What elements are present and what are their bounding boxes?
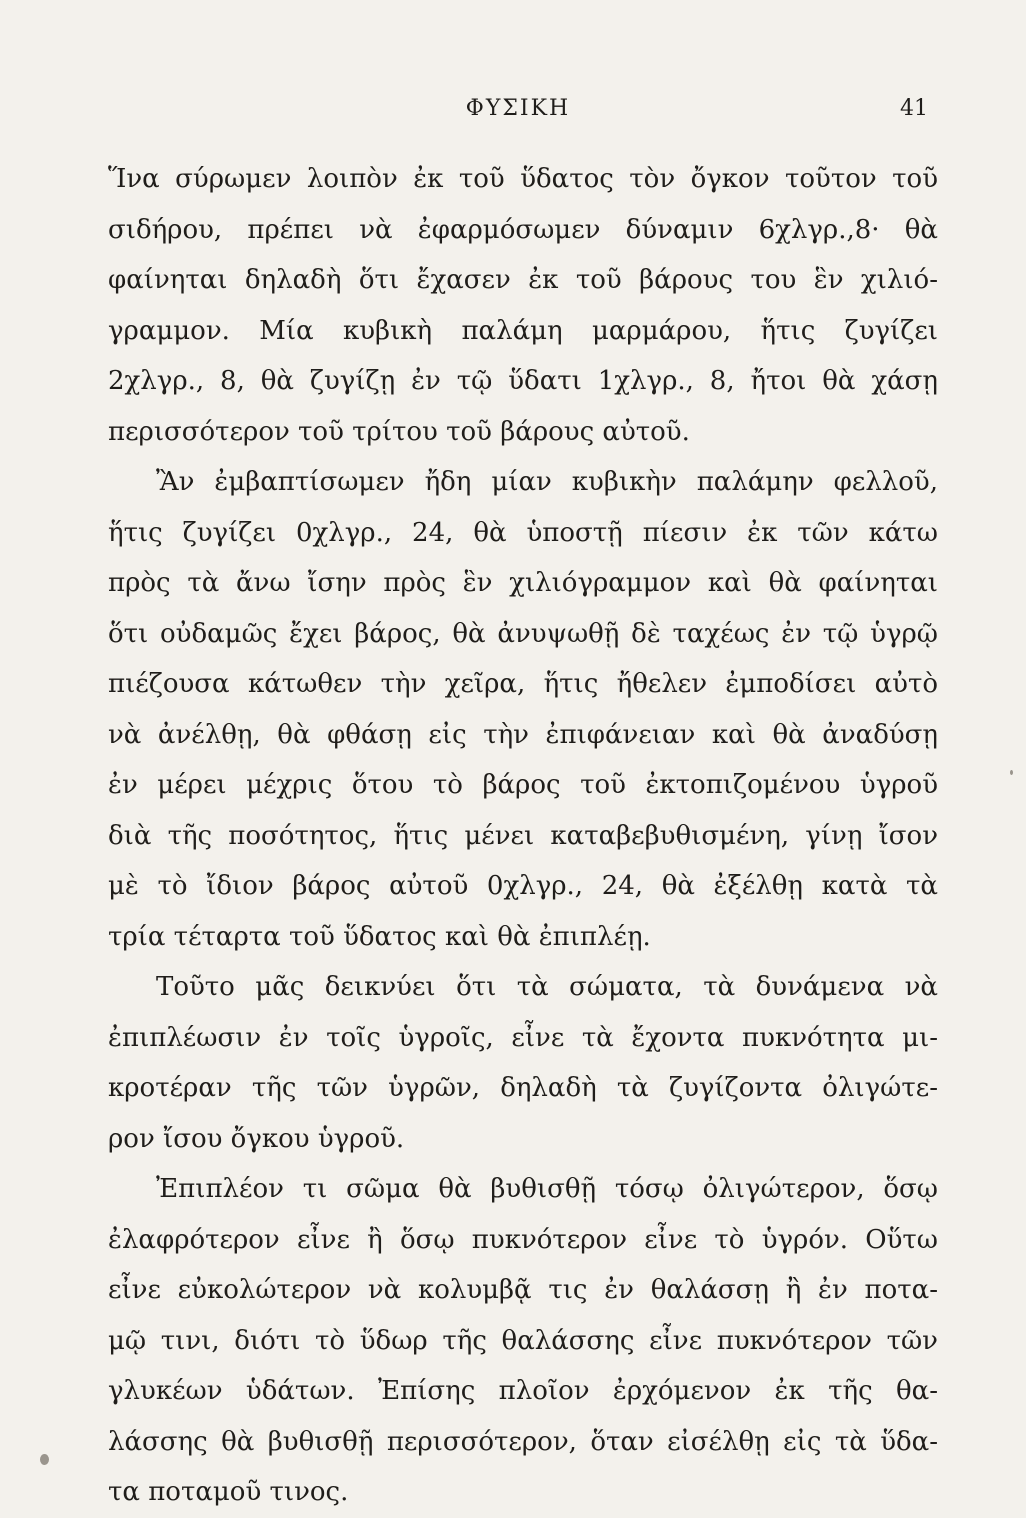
text-line: διὰ τῆς ποσότητος, ἥτις μένει καταβεβυθισμένη, γίνῃ ἴσον xyxy=(108,820,938,851)
text-line: εἶνε εὐκολώτερον νὰ κολυμβᾷ τις ἐν θαλάσσῃ ἢ ἐν ποτα- xyxy=(108,1275,938,1305)
text-line: Ἵνα σύρωμεν λοιπὸν ἐκ τοῦ ὕδατος τὸν ὄγκον τοῦτον τοῦ xyxy=(108,164,938,194)
text-line: νὰ ἀνέλθῃ, θὰ φθάσῃ εἰς τὴν ἐπιφάνειαν καὶ θὰ ἀναδύσῃ xyxy=(108,719,938,750)
text-line: ἐπιπλέωσιν ἐν τοῖς ὑγροῖς, εἶνε τὰ ἔχοντα πυκνότητα μι- xyxy=(108,1022,938,1053)
text-line: φαίνηται δηλαδὴ ὅτι ἔχασεν ἐκ τοῦ βάρους του ἓν χιλιό- xyxy=(108,265,938,295)
body-text xyxy=(108,154,938,1518)
text-line: γλυκέων ὑδάτων. Ἐπίσης πλοῖον ἐρχόμενον ἐκ τῆς θα- xyxy=(108,1376,938,1406)
text-line: Ἂν ἐμβαπτίσωμεν ἤδη μίαν κυβικὴν παλάμην φελλοῦ, xyxy=(156,467,938,497)
text-line: 2χλγρ., 8, θὰ ζυγίζῃ ἐν τῷ ὕδατι 1χλγρ., 8, ἤτοι θὰ χάσῃ xyxy=(108,366,938,396)
text-line: ρον ἴσου ὄγκου ὑγροῦ. xyxy=(108,1123,405,1154)
text-line: Ἐπιπλέον τι σῶμα θὰ βυθισθῇ τόσῳ ὀλιγώτερον, ὅσῳ xyxy=(156,1174,938,1204)
text-line: μὲ τὸ ἴδιον βάρος αὐτοῦ 0χλγρ., 24, θὰ ἐξέλθῃ κατὰ τὰ xyxy=(108,871,938,901)
paper-speck xyxy=(1010,770,1013,775)
text-line: τρία τέταρτα τοῦ ὕδατος καὶ θὰ ἐπιπλέῃ. xyxy=(108,921,651,952)
page-number: 41 xyxy=(900,96,928,121)
text-line: πρὸς τὰ ἄνω ἴσην πρὸς ἓν χιλιόγραμμον καὶ θὰ φαίνηται xyxy=(108,568,938,598)
text-line: ὅτι οὐδαμῶς ἔχει βάρος, θὰ ἀνυψωθῇ δὲ ταχέως ἐν τῷ ὑγρῷ xyxy=(108,618,938,649)
text-line: ἥτις ζυγίζει 0χλγρ., 24, θὰ ὑποστῇ πίεσιν ἐκ τῶν κάτω xyxy=(108,517,938,548)
text-line: πιέζουσα κάτωθεν τὴν χεῖρα, ἥτις ἤθελεν ἐμποδίσει αὐτὸ xyxy=(108,669,938,699)
text-line: ἐν μέρει μέχρις ὅτου τὸ βάρος τοῦ ἐκτοπιζομένου ὑγροῦ xyxy=(108,770,938,800)
text-line: λάσσης θὰ βυθισθῇ περισσότερον, ὅταν εἰσέλθῃ εἰς τὰ ὕδα- xyxy=(108,1426,938,1457)
text-line: Τοῦτο μᾶς δεικνύει ὅτι τὰ σώματα, τὰ δυνάμενα νὰ xyxy=(156,972,938,1002)
text-line: σιδήρου, πρέπει νὰ ἐφαρμόσωμεν δύναμιν 6χλγρ.,8· θὰ xyxy=(108,214,938,245)
text-line: περισσότερον τοῦ τρίτου τοῦ βάρους αὐτοῦ. xyxy=(108,416,690,447)
running-title: ΦΥΣΙΚΗ xyxy=(465,96,571,121)
text-line: κροτέραν τῆς τῶν ὑγρῶν, δηλαδὴ τὰ ζυγίζοντα ὀλιγώτε- xyxy=(108,1073,938,1103)
text-line: τα ποταμοῦ τινος. xyxy=(108,1477,349,1507)
text-line: ἐλαφρότερον εἶνε ἢ ὅσῳ πυκνότερον εἶνε τὸ ὑγρόν. Οὕτω xyxy=(108,1224,938,1255)
text-line: μῷ τινι, διότι τὸ ὕδωρ τῆς θαλάσσης εἶνε πυκνότερον τῶν xyxy=(108,1325,938,1356)
page-header xyxy=(108,96,928,136)
paper-speck xyxy=(40,1454,49,1465)
text-line: γραμμον. Μία κυβικὴ παλάμη μαρμάρου, ἥτις ζυγίζει xyxy=(108,315,938,346)
